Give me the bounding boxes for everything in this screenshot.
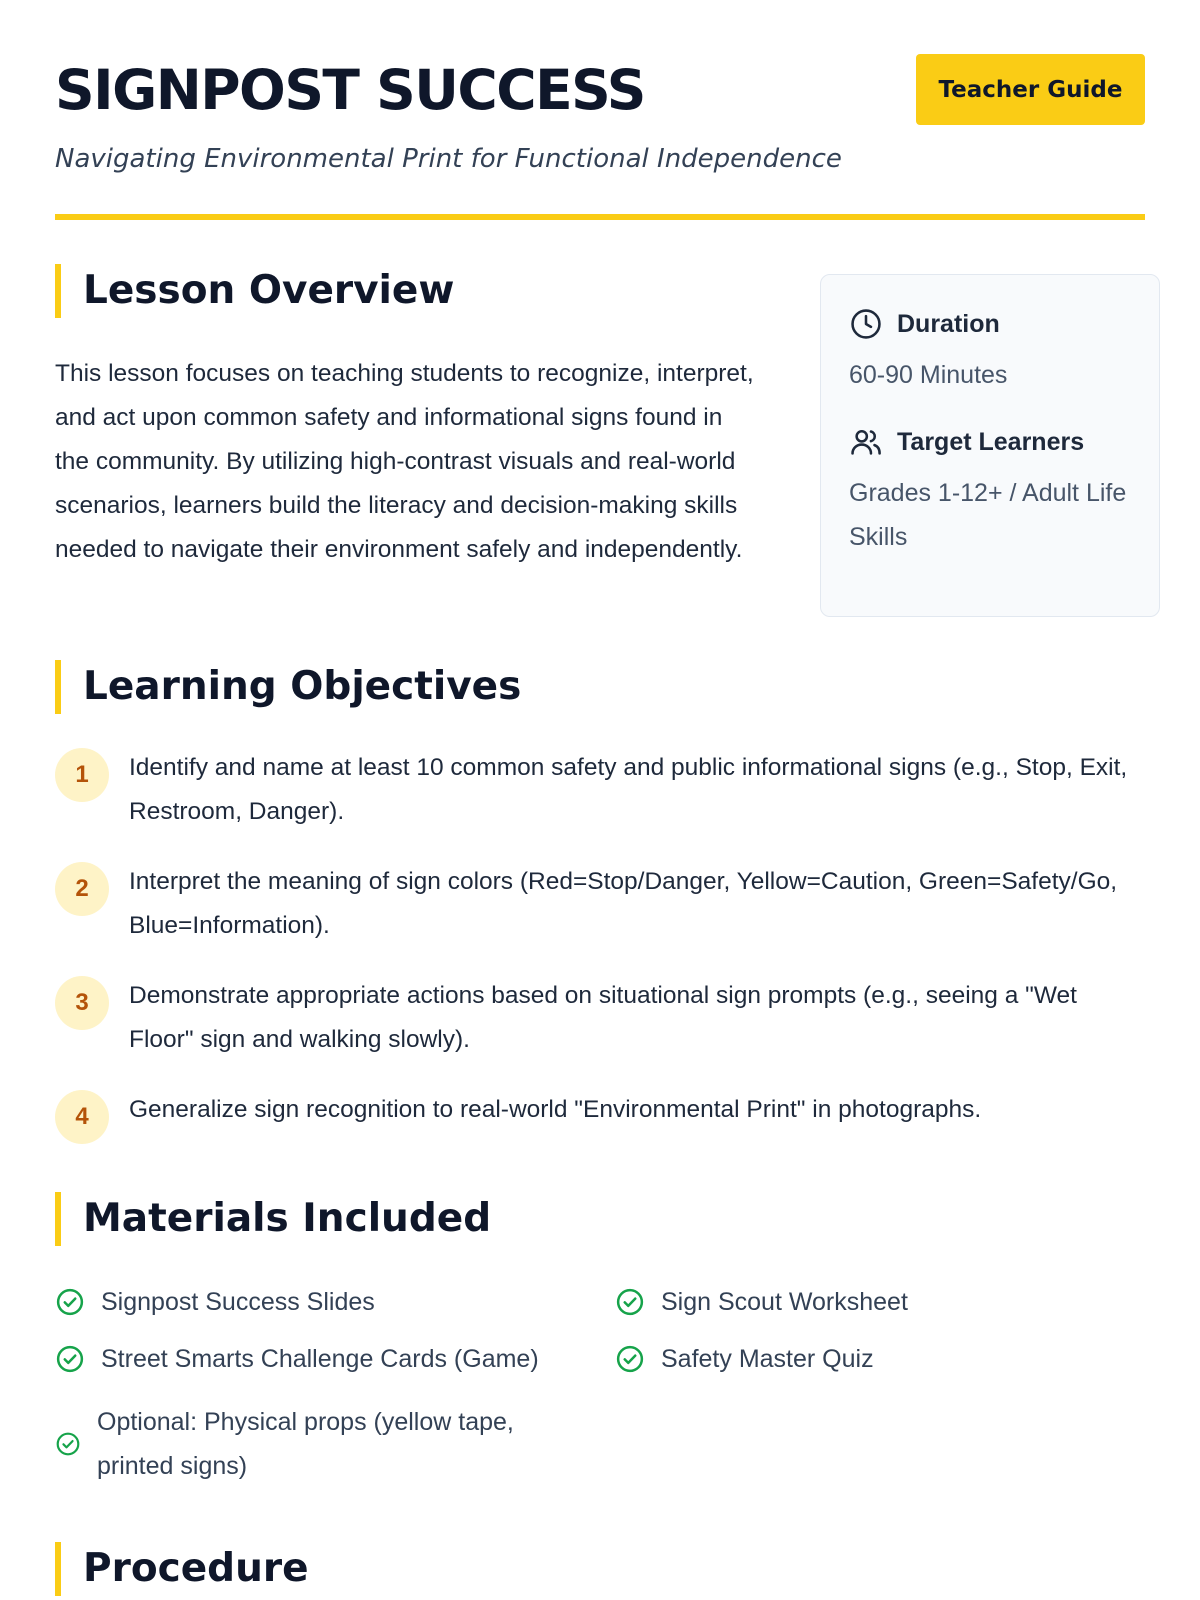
material-label: Signpost Success Slides	[101, 1288, 375, 1316]
objective-text: Generalize sign recognition to real-world "Environmental Print" in photographs.	[129, 1096, 982, 1123]
material-item	[615, 1280, 908, 1324]
objective-number: 2	[55, 862, 109, 916]
objective-number: 3	[55, 976, 109, 1030]
material-label: Optional: Physical props (yellow tape, printed signs)	[97, 1408, 514, 1480]
lesson-overview-heading: Lesson Overview	[55, 264, 454, 318]
learners-value: Grades 1-12+ / Adult Life Skills	[849, 479, 1127, 551]
objective-item	[55, 1088, 1135, 1144]
objective-number: 1	[55, 748, 109, 802]
lesson-overview-text: This lesson focuses on teaching students to recognize, interpret, and act upon common safety and informational signs found in the community. By utilizing high-contrast visuals and real-world scenarios, learners build the literacy and decision-making skills needed to navigate their environment safely and independently.	[55, 360, 754, 563]
material-item	[55, 1400, 575, 1488]
objective-text: Identify and name at least 10 common safety and public informational signs (e.g., Stop, Exit, Restroom, Danger).	[129, 754, 1128, 825]
page-title: SIGNPOST SUCCESS	[55, 58, 645, 122]
objective-item	[55, 746, 1135, 834]
page-header	[55, 0, 1145, 220]
objective-text: Interpret the meaning of sign colors (Red=Stop/Danger, Yellow=Caution, Green=Safety/Go, Blue=Information).	[129, 868, 1118, 939]
material-label: Sign Scout Worksheet	[661, 1288, 908, 1316]
objective-item	[55, 974, 1135, 1062]
material-label: Safety Master Quiz	[661, 1345, 874, 1373]
clock-icon	[849, 307, 883, 341]
users-icon	[849, 425, 883, 459]
duration-value: 60-90 Minutes	[849, 361, 1008, 389]
materials-included-heading: Materials Included	[55, 1192, 491, 1246]
duration-label: Duration	[897, 309, 1000, 338]
objective-number: 4	[55, 1090, 109, 1144]
check-circle-icon	[615, 1344, 645, 1374]
check-circle-icon	[55, 1287, 85, 1317]
objective-text: Demonstrate appropriate actions based on situational sign prompts (e.g., seeing a "Wet Floor" sign and walking slowly).	[129, 982, 1077, 1053]
duration-label-row	[849, 305, 1131, 343]
material-item	[55, 1337, 539, 1381]
check-circle-icon	[615, 1287, 645, 1317]
material-item	[615, 1337, 874, 1381]
learning-objectives-heading: Learning Objectives	[55, 660, 521, 714]
objective-item	[55, 860, 1135, 948]
lesson-info-card	[820, 274, 1160, 617]
check-circle-icon	[55, 1431, 81, 1457]
page-subtitle: Navigating Environmental Print for Functional Independence	[55, 144, 842, 174]
procedure-heading: Procedure	[55, 1542, 309, 1596]
learners-label-row	[849, 423, 1131, 461]
learners-label: Target Learners	[897, 427, 1085, 456]
check-circle-icon	[55, 1344, 85, 1374]
material-item	[55, 1280, 375, 1324]
teacher-guide-button[interactable]: Teacher Guide	[916, 54, 1145, 125]
material-label: Street Smarts Challenge Cards (Game)	[101, 1345, 539, 1373]
